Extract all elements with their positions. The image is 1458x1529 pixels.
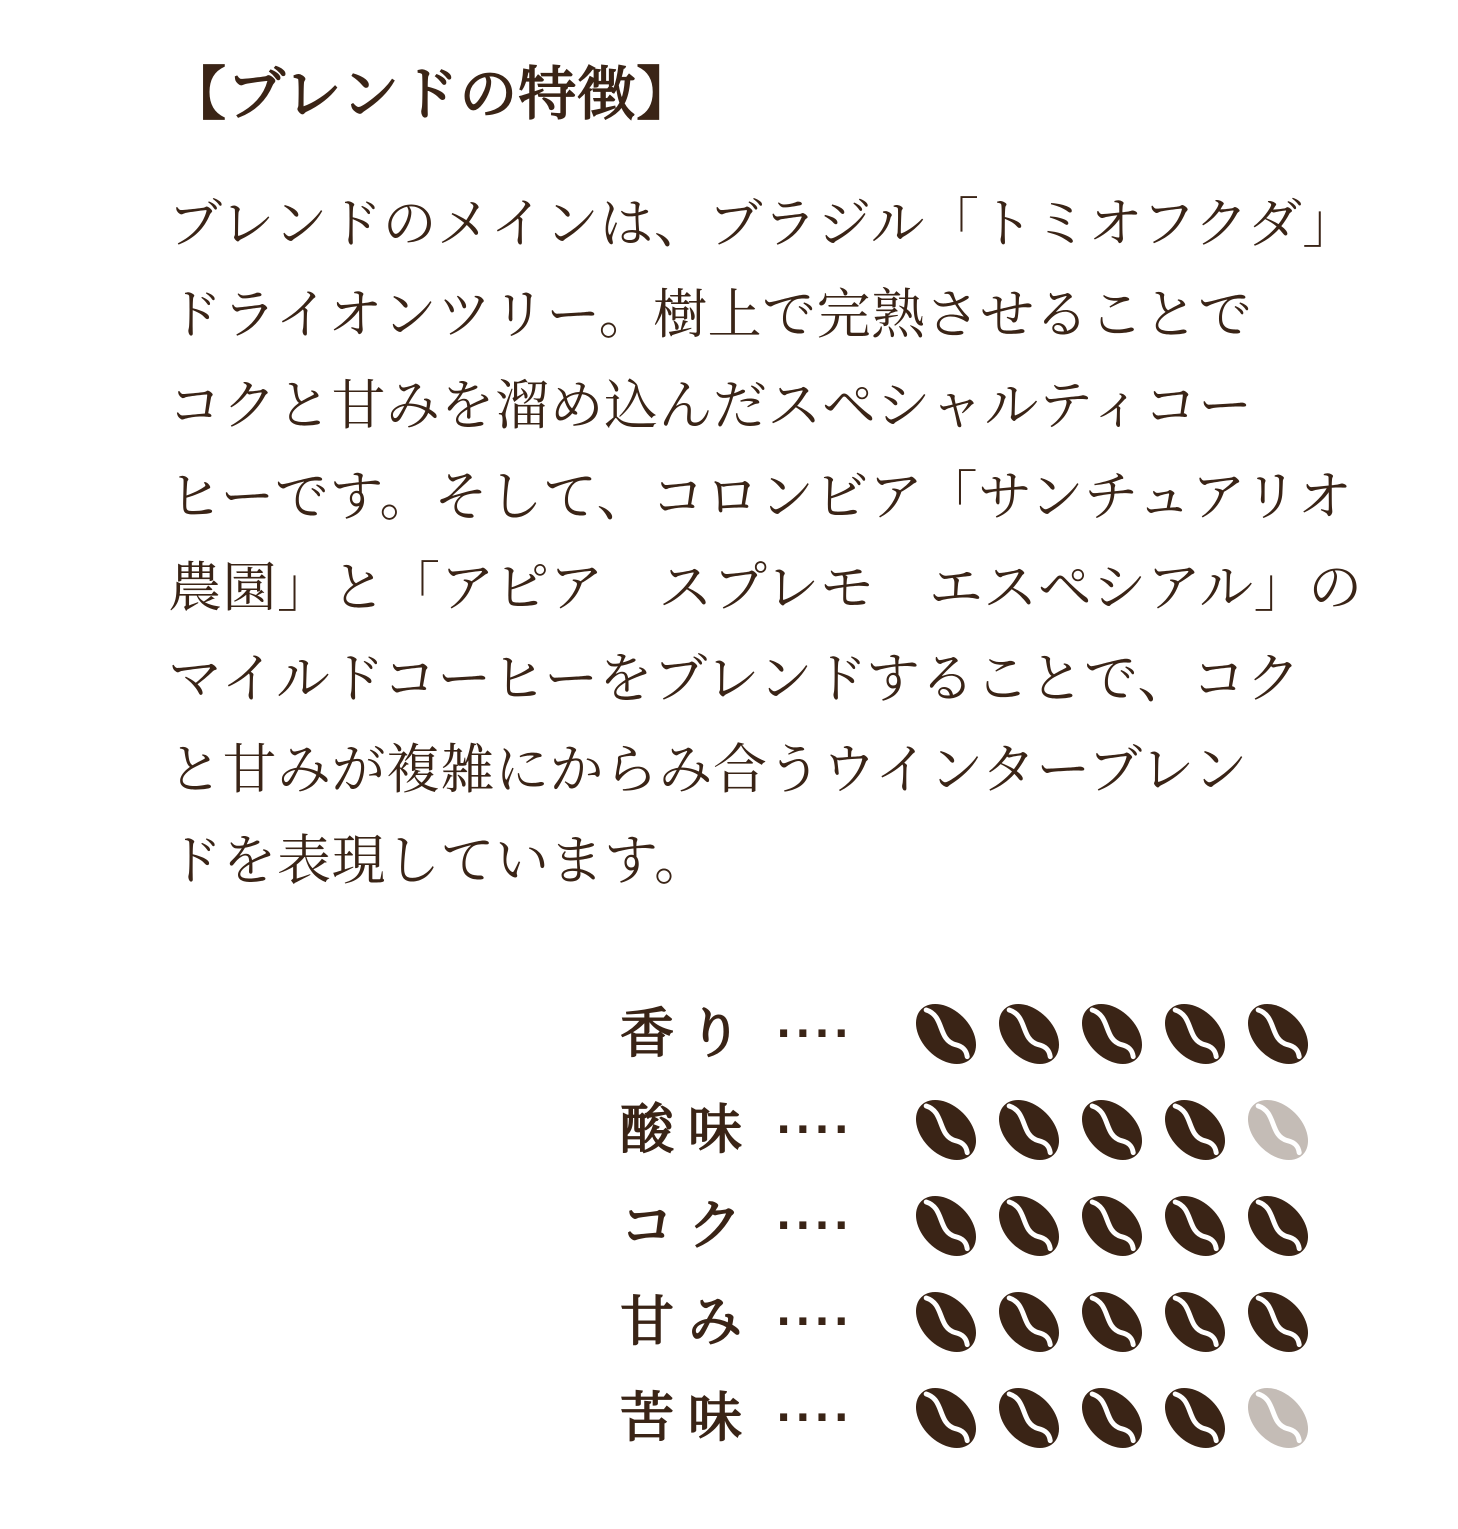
coffee-bean-filled-icon [987,1190,1070,1262]
description-line: ドライオンツリー。樹上で完熟させることで [168,283,1253,346]
coffee-bean-filled-icon [1153,998,1236,1070]
section-heading: 【ブレンドの特徴】 [168,60,696,128]
leader-dots: ···· [776,1299,853,1345]
leader-dots: ···· [776,1203,853,1249]
rating-label: コク [620,1194,756,1257]
bean-rating [916,1190,1308,1262]
description-line: ブレンドのメインは、ブラジル「トミオフクダ」 [168,192,1357,255]
coffee-bean-filled-icon [916,1382,988,1454]
rating-label: 酸味 [620,1098,756,1161]
description-line: コクと甘みを溜め込んだスペシャルティコー [168,374,1253,437]
leader-dots: ···· [776,1107,853,1153]
coffee-bean-empty-icon [1236,1094,1308,1166]
blend-description [168,178,1363,906]
coffee-bean-filled-icon [1153,1094,1236,1166]
description-line: マイルドコーヒーをブレンドすることで、コク [168,647,1301,710]
coffee-bean-filled-icon [1070,1190,1153,1262]
rating-row-aroma [620,998,1320,1094]
coffee-bean-filled-icon [1153,1286,1236,1358]
coffee-bean-filled-icon [1153,1382,1236,1454]
coffee-bean-empty-icon [1236,1382,1308,1454]
rating-row-body [620,1190,1320,1286]
rating-label: 苦味 [620,1386,756,1449]
leader-dots: ···· [776,1395,853,1441]
bean-rating [916,1382,1308,1454]
description-line: と甘みが複雑にからみ合うウインターブレン [168,738,1249,801]
coffee-bean-filled-icon [1236,1190,1308,1262]
leader-dots: ···· [776,1011,853,1057]
coffee-bean-filled-icon [916,1190,988,1262]
rating-label: 香り [620,1002,756,1065]
coffee-bean-filled-icon [1070,1094,1153,1166]
coffee-bean-filled-icon [1070,1382,1153,1454]
coffee-bean-filled-icon [987,1094,1070,1166]
rating-label: 甘み [620,1290,756,1353]
coffee-bean-filled-icon [1070,998,1153,1070]
description-line: ヒーです。そして、コロンビア「サンチュアリオ [168,465,1353,528]
bean-rating [916,998,1308,1070]
rating-row-sweetness [620,1286,1320,1382]
bean-rating [916,1094,1308,1166]
coffee-bean-filled-icon [916,998,988,1070]
rating-row-acidity [620,1094,1320,1190]
coffee-bean-filled-icon [916,1286,988,1358]
coffee-bean-filled-icon [1236,1286,1308,1358]
bean-rating [916,1286,1308,1358]
description-line: ドを表現しています。 [168,829,709,892]
rating-row-bitterness [620,1382,1320,1478]
coffee-bean-filled-icon [1236,998,1308,1070]
coffee-bean-filled-icon [1070,1286,1153,1358]
taste-ratings [620,998,1320,1478]
coffee-bean-filled-icon [987,1382,1070,1454]
coffee-bean-filled-icon [987,1286,1070,1358]
coffee-bean-filled-icon [1153,1190,1236,1262]
coffee-bean-filled-icon [987,998,1070,1070]
coffee-bean-filled-icon [916,1094,988,1166]
description-line: 農園」と「アピア スプレモ エスペシアル」の [168,556,1363,619]
